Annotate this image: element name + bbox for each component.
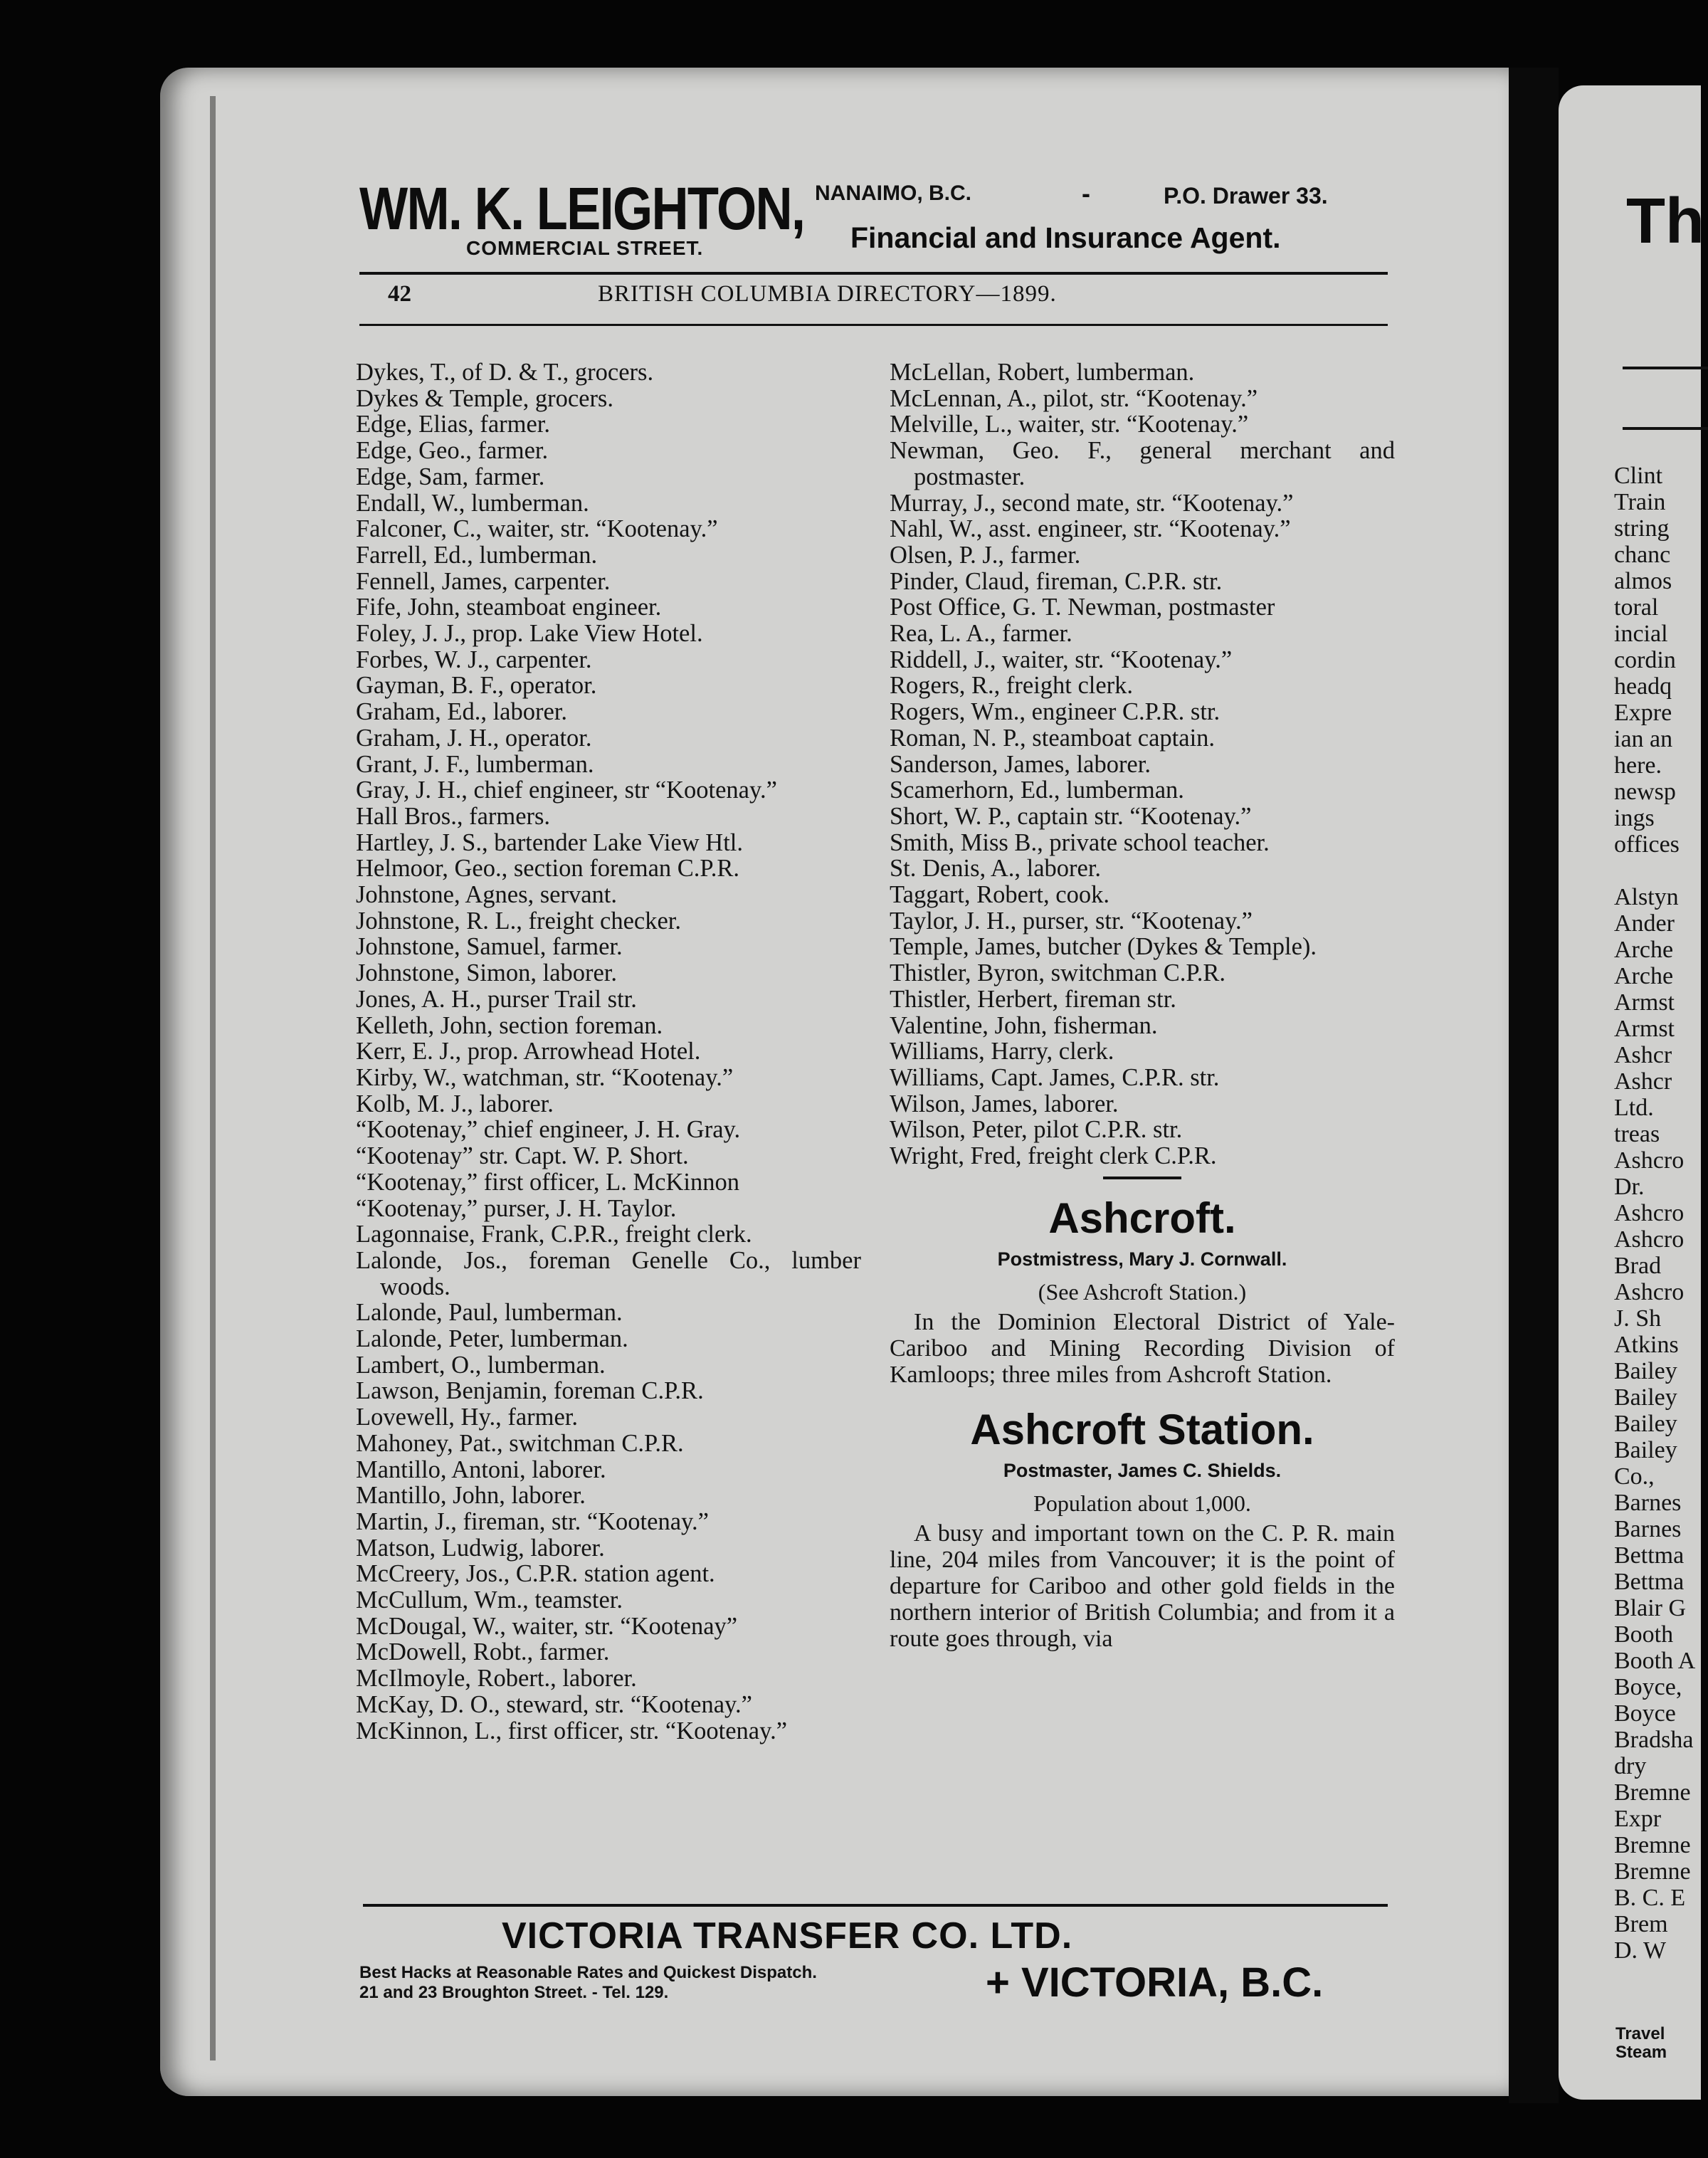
ashcroft-postmaster: Postmistress, Mary J. Cornwall. bbox=[997, 1248, 1287, 1270]
right-page-rule-top bbox=[1623, 367, 1708, 369]
right-page-fragment: Ander bbox=[1614, 910, 1675, 937]
right-page-fragment: Bailey bbox=[1614, 1411, 1677, 1437]
right-page-footer-line: Travel bbox=[1615, 2024, 1665, 2043]
directory-entry: Fennell, James, carpenter. bbox=[356, 567, 611, 595]
right-page-fragment: headq bbox=[1614, 673, 1672, 700]
directory-title: BRITISH COLUMBIA DIRECTORY—1899. bbox=[598, 281, 1057, 307]
directory-entry: McCreery, Jos., C.P.R. station agent. bbox=[356, 1560, 715, 1588]
right-page-fragment: Booth bbox=[1614, 1621, 1674, 1648]
directory-entry: Farrell, Ed., lumberman. bbox=[356, 541, 598, 569]
directory-entry: Roman, N. P., steamboat captain. bbox=[890, 724, 1216, 752]
ashcroft-see-reference: (See Ashcroft Station.) bbox=[1038, 1278, 1247, 1305]
right-page-fragment: offices bbox=[1614, 831, 1680, 858]
directory-entry: Kelleth, John, section foreman. bbox=[356, 1011, 663, 1039]
advertiser-place: NANAIMO, B.C. bbox=[815, 181, 971, 205]
right-page-fragment: chanc bbox=[1614, 542, 1671, 568]
right-page-fragment: Boyce, bbox=[1614, 1674, 1682, 1700]
right-page-fragment: Ashcro bbox=[1614, 1279, 1685, 1305]
right-page-fragment: Arche bbox=[1614, 963, 1674, 989]
right-page-rule-bottom bbox=[1623, 427, 1708, 430]
running-head bbox=[359, 281, 1388, 310]
page-number: 42 bbox=[388, 281, 411, 307]
directory-entry: Hall Bros., farmers. bbox=[356, 802, 551, 830]
right-page-fragment: incial bbox=[1614, 621, 1668, 647]
directory-entry: Lambert, O., lumberman. bbox=[356, 1351, 606, 1379]
directory-entry: Scamerhorn, Ed., lumberman. bbox=[890, 777, 1184, 804]
directory-entry: Johnstone, Samuel, farmer. bbox=[356, 933, 623, 961]
right-page-fragment: dry bbox=[1614, 1753, 1647, 1779]
directory-entry: St. Denis, A., laborer. bbox=[890, 855, 1102, 883]
directory-entry: Lalonde, Peter, lumberman. bbox=[356, 1325, 628, 1353]
directory-entry: Fife, John, steamboat engineer. bbox=[356, 594, 662, 621]
right-page-fragment: Clint bbox=[1614, 463, 1663, 489]
directory-entry: Lawson, Benjamin, foreman C.P.R. bbox=[356, 1377, 704, 1405]
directory-entry: Forbes, W. J., carpenter. bbox=[356, 646, 592, 673]
right-page bbox=[1559, 85, 1704, 2100]
directory-entry: Dykes & Temple, grocers. bbox=[356, 384, 613, 412]
directory-entry: Sanderson, James, laborer. bbox=[890, 750, 1151, 778]
left-column bbox=[356, 359, 861, 1744]
right-page-fragments bbox=[1614, 463, 1695, 1964]
ashcroft-station-postmaster: Postmaster, James C. Shields. bbox=[1003, 1459, 1282, 1481]
directory-entry: Nahl, W., asst. engineer, str. “Kootenay.” bbox=[890, 515, 1291, 543]
right-column bbox=[890, 359, 1395, 1652]
directory-entry: Taggart, Robert, cook. bbox=[890, 881, 1109, 909]
ashcroft-description: In the Dominion Electoral District of Yale-Cariboo and Mining Recording Division of Kamloops; three miles from Ashcroft Station. bbox=[890, 1308, 1395, 1388]
directory-entry: Kirby, W., watchman, str. “Kootenay.” bbox=[356, 1063, 734, 1091]
directory-entry: McDougal, W., waiter, str. “Kootenay” bbox=[356, 1612, 738, 1640]
directory-entry: McKinnon, L., first officer, str. “Kootenay.” bbox=[356, 1717, 788, 1744]
directory-entry: Matson, Ludwig, laborer. bbox=[356, 1534, 605, 1562]
right-page-fragment: Arche bbox=[1614, 937, 1674, 963]
directory-entry: McDowell, Robt., farmer. bbox=[356, 1638, 610, 1666]
book-gutter bbox=[1509, 68, 1559, 2103]
right-page-fragment: newsp bbox=[1614, 779, 1676, 805]
directory-entry: Mantillo, Antoni, laborer. bbox=[356, 1456, 606, 1483]
advertiser-name: WM. K. LEIGHTON, bbox=[359, 175, 805, 242]
right-page-fragment: Atkins bbox=[1614, 1332, 1679, 1358]
directory-entry: Wright, Fred, freight clerk C.P.R. bbox=[890, 1142, 1217, 1170]
directory-entry: Smith, Miss B., private school teacher. bbox=[890, 828, 1270, 856]
directory-entry: Grant, J. F., lumberman. bbox=[356, 750, 594, 778]
directory-entry: Williams, Harry, clerk. bbox=[890, 1038, 1114, 1065]
right-page-fragment: Bremne bbox=[1614, 1779, 1691, 1806]
ashcroft-station-description: A busy and important town on the C. P. R. main line, 204 miles from Vancouver; it is the point of departure for Cariboo and other gold fields in the northern interior of British Columbia; and from it a route goes through, via bbox=[890, 1520, 1395, 1652]
advertiser-dash: - bbox=[1082, 179, 1090, 208]
directory-entry: Johnstone, R. L., freight checker. bbox=[356, 907, 682, 935]
directory-entry: Hartley, J. S., bartender Lake View Htl. bbox=[356, 828, 744, 856]
right-page-fragment: ings bbox=[1614, 805, 1655, 831]
right-page-fragment: here. bbox=[1614, 752, 1662, 779]
right-page-fragment: B. C. E bbox=[1614, 1885, 1686, 1911]
directory-entry: Wilson, Peter, pilot C.P.R. str. bbox=[890, 1116, 1183, 1144]
directory-entry: Kerr, E. J., prop. Arrowhead Hotel. bbox=[356, 1038, 701, 1065]
right-page-fragment: string bbox=[1614, 515, 1670, 542]
directory-entry: Post Office, G. T. Newman, postmaster bbox=[890, 594, 1275, 621]
right-page-fragment: Brem bbox=[1614, 1911, 1668, 1937]
footer-city: + VICTORIA, B.C. bbox=[986, 1959, 1324, 2006]
directory-entry: Edge, Sam, farmer. bbox=[356, 463, 545, 490]
right-page-fragment bbox=[1614, 858, 1695, 884]
directory-entry: Falconer, C., waiter, str. “Kootenay.” bbox=[356, 515, 718, 543]
directory-entry: Gray, J. H., chief engineer, str “Kootenay.” bbox=[356, 777, 777, 804]
footer-company: VICTORIA TRANSFER CO. LTD. bbox=[502, 1915, 1073, 1957]
directory-entry: Graham, J. H., operator. bbox=[356, 724, 592, 752]
directory-entry: Rogers, R., freight clerk. bbox=[890, 672, 1134, 700]
directory-entry: Riddell, J., waiter, str. “Kootenay.” bbox=[890, 646, 1233, 673]
header-rule-bottom bbox=[359, 324, 1388, 326]
directory-entry: Rea, L. A., farmer. bbox=[890, 620, 1072, 648]
directory-entry: Rogers, Wm., engineer C.P.R. str. bbox=[890, 698, 1221, 726]
directory-entry: Jones, A. H., purser Trail str. bbox=[356, 985, 637, 1013]
right-page-fragment: cordin bbox=[1614, 647, 1676, 673]
directory-entry: Melville, L., waiter, str. “Kootenay.” bbox=[890, 411, 1249, 438]
directory-entry: McLennan, A., pilot, str. “Kootenay.” bbox=[890, 384, 1258, 412]
directory-entry: Newman, Geo. F., general merchant and postmaster. bbox=[890, 437, 1395, 490]
right-page-fragment: Bailey bbox=[1614, 1358, 1677, 1384]
directory-entry: Olsen, P. J., farmer. bbox=[890, 541, 1081, 569]
ashcroft-station-population: Population about 1,000. bbox=[1033, 1490, 1251, 1516]
right-page-fragment: J. Sh bbox=[1614, 1305, 1662, 1332]
advertiser-tagline: Financial and Insurance Agent. bbox=[850, 221, 1281, 254]
right-page-fragment: Dr. bbox=[1614, 1174, 1645, 1200]
right-page-fragment: Train bbox=[1614, 489, 1666, 515]
directory-entry: Lalonde, Paul, lumberman. bbox=[356, 1299, 623, 1327]
right-page-fragment: Armst bbox=[1614, 1016, 1675, 1042]
advertiser-street: COMMERCIAL STREET. bbox=[466, 237, 704, 259]
directory-entry: Thistler, Herbert, fireman str. bbox=[890, 985, 1176, 1013]
directory-entry: Lagonnaise, Frank, C.P.R., freight clerk. bbox=[356, 1221, 752, 1248]
right-page-fragment: Ashcro bbox=[1614, 1200, 1685, 1226]
right-page-fragment: Ashcro bbox=[1614, 1147, 1685, 1174]
right-page-fragment: Booth A bbox=[1614, 1648, 1696, 1674]
directory-entry: Short, W. P., captain str. “Kootenay.” bbox=[890, 802, 1252, 830]
directory-entry: McKay, D. O., steward, str. “Kootenay.” bbox=[356, 1690, 752, 1718]
directory-entry: Dykes, T., of D. & T., grocers. bbox=[356, 359, 654, 386]
right-page-fragment: Bremne bbox=[1614, 1858, 1691, 1885]
directory-entry: Williams, Capt. James, C.P.R. str. bbox=[890, 1063, 1220, 1091]
right-page-fragment: D. W bbox=[1614, 1937, 1667, 1964]
directory-entry: Mahoney, Pat., switchman C.P.R. bbox=[356, 1429, 684, 1457]
right-page-fragment: Bradsha bbox=[1614, 1727, 1694, 1753]
footer-address: 21 and 23 Broughton Street. - Tel. 129. bbox=[359, 1983, 669, 2002]
directory-entry: Taylor, J. H., purser, str. “Kootenay.” bbox=[890, 907, 1253, 935]
town-title-ashcroft: Ashcroft. bbox=[1048, 1194, 1236, 1242]
right-page-fragment: Bettma bbox=[1614, 1542, 1685, 1569]
right-page-fragment: Brad bbox=[1614, 1253, 1662, 1279]
section-divider bbox=[1103, 1177, 1181, 1179]
directory-entry: McLellan, Robert, lumberman. bbox=[890, 359, 1195, 386]
directory-entry: “Kootenay,” chief engineer, J. H. Gray. bbox=[356, 1116, 741, 1144]
right-page-fragment: Ltd. bbox=[1614, 1095, 1654, 1121]
directory-entry: Pinder, Claud, fireman, C.P.R. str. bbox=[890, 567, 1223, 595]
right-page-fragment: almos bbox=[1614, 568, 1672, 594]
directory-entry: Helmoor, Geo., section foreman C.P.R. bbox=[356, 855, 740, 883]
right-page-fragment: Co., bbox=[1614, 1463, 1655, 1490]
directory-entry: Wilson, James, laborer. bbox=[890, 1090, 1119, 1117]
directory-entry: Lovewell, Hy., farmer. bbox=[356, 1404, 578, 1431]
directory-entry: Mantillo, John, laborer. bbox=[356, 1482, 586, 1510]
right-page-fragment: treas bbox=[1614, 1121, 1660, 1147]
right-page-fragment: Expr bbox=[1614, 1806, 1662, 1832]
directory-entry: Thistler, Byron, switchman C.P.R. bbox=[890, 959, 1226, 987]
right-page-fragment: Ashcro bbox=[1614, 1226, 1685, 1253]
directory-entry: Foley, J. J., prop. Lake View Hotel. bbox=[356, 620, 703, 648]
town-title-ashcroft-station: Ashcroft Station. bbox=[970, 1405, 1314, 1453]
right-page-fragment: Blair G bbox=[1614, 1595, 1687, 1621]
right-page-fragment: ian an bbox=[1614, 726, 1673, 752]
directory-entry: Valentine, John, fisherman. bbox=[890, 1011, 1158, 1039]
right-page-fragment: Barnes bbox=[1614, 1490, 1682, 1516]
right-page-footer-line: Steam bbox=[1615, 2043, 1667, 2062]
directory-entry: Lalonde, Jos., foreman Genelle Co., lumber woods. bbox=[356, 1246, 861, 1300]
right-page-footer bbox=[1615, 2025, 1667, 2062]
directory-entry: Endall, W., lumberman. bbox=[356, 489, 589, 517]
right-page-title: Th bbox=[1626, 186, 1704, 257]
footer-tagline: Best Hacks at Reasonable Rates and Quickest Dispatch. bbox=[359, 1963, 817, 1982]
directory-entry: “Kootenay” str. Capt. W. P. Short. bbox=[356, 1142, 689, 1170]
directory-entry: Kolb, M. J., laborer. bbox=[356, 1090, 554, 1117]
right-page-fragment: Armst bbox=[1614, 989, 1675, 1016]
right-column-entries bbox=[890, 359, 1395, 1169]
directory-entry: “Kootenay,” first officer, L. McKinnon bbox=[356, 1168, 739, 1196]
right-page-fragment: Bailey bbox=[1614, 1384, 1677, 1411]
right-page-fragment: Alstyn bbox=[1614, 884, 1679, 910]
footer-rule bbox=[363, 1904, 1388, 1907]
right-page-fragment: Ashcr bbox=[1614, 1042, 1672, 1068]
right-page-fragment: Bailey bbox=[1614, 1437, 1677, 1463]
directory-entry: Temple, James, butcher (Dykes & Temple). bbox=[890, 933, 1317, 961]
right-page-fragment: Expre bbox=[1614, 700, 1672, 726]
right-page-fragment: Barnes bbox=[1614, 1516, 1682, 1542]
directory-entry: Murray, J., second mate, str. “Kootenay.” bbox=[890, 489, 1294, 517]
directory-entry: Gayman, B. F., operator. bbox=[356, 672, 597, 700]
advertiser-drawer: P.O. Drawer 33. bbox=[1164, 183, 1328, 209]
directory-entry: Edge, Geo., farmer. bbox=[356, 437, 549, 465]
directory-entry: Graham, Ed., laborer. bbox=[356, 698, 567, 726]
right-page-fragment: Bremne bbox=[1614, 1832, 1691, 1858]
header-rule-top bbox=[359, 272, 1388, 275]
directory-entry: “Kootenay,” purser, J. H. Taylor. bbox=[356, 1194, 677, 1222]
right-page-fragment: Bettma bbox=[1614, 1569, 1685, 1595]
right-page-fragment: Boyce bbox=[1614, 1700, 1676, 1727]
directory-entry: Johnstone, Agnes, servant. bbox=[356, 881, 618, 909]
directory-entry: Martin, J., fireman, str. “Kootenay.” bbox=[356, 1507, 709, 1535]
right-page-fragment: Ashcr bbox=[1614, 1068, 1672, 1095]
right-page-fragment: toral bbox=[1614, 594, 1659, 621]
directory-entry: Edge, Elias, farmer. bbox=[356, 411, 551, 438]
directory-entry: McIlmoyle, Robert., laborer. bbox=[356, 1665, 637, 1693]
directory-entry: Johnstone, Simon, laborer. bbox=[356, 959, 618, 987]
directory-entry: McCullum, Wm., teamster. bbox=[356, 1586, 623, 1614]
